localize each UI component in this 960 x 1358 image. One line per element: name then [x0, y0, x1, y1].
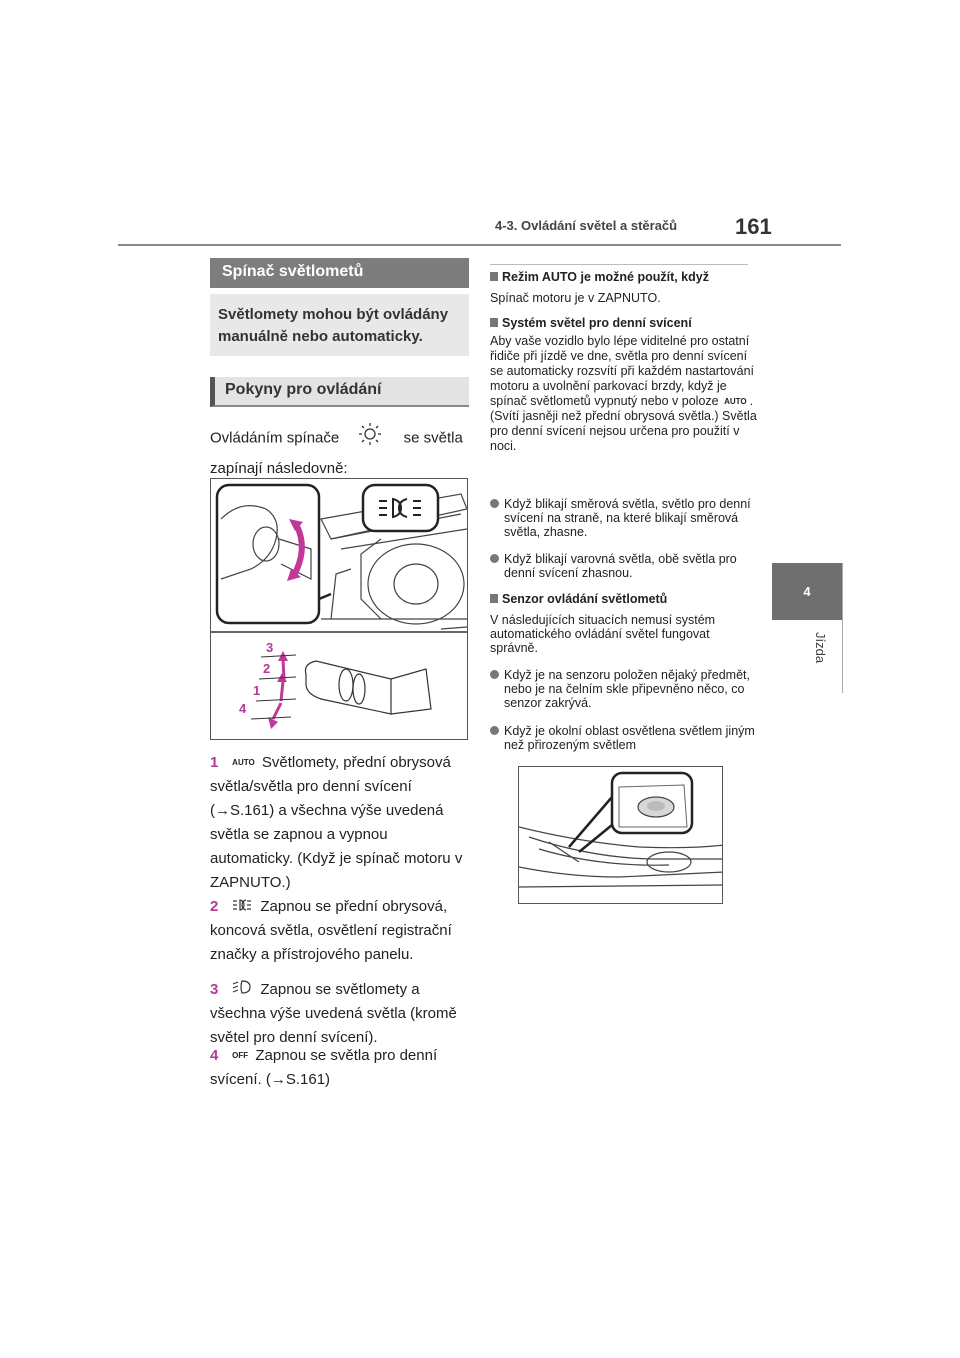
auto-mode-heading: Režim AUTO je možné použít, když	[490, 270, 758, 284]
item-text: Zapnou se světla pro denní svícení. (→S.161)	[210, 1047, 438, 1089]
chapter-tab[interactable]: 4	[772, 563, 842, 620]
list-item	[210, 978, 474, 1050]
headlights-icon	[232, 978, 252, 1002]
parking-lights-icon	[232, 895, 252, 919]
header-section-title: 4-3. Ovládání světel a stěračů	[495, 218, 678, 233]
round-bullet-icon	[490, 726, 499, 735]
item-text: Světlomety, přední obrysová světla/světla pro denní svícení (→S.161) a všechna výše uvedená světla se zapnou a vypnou automaticky. (Když je spínač motoru v ZAPNUTO.)	[210, 754, 463, 892]
auto-icon: AUTO	[232, 758, 255, 768]
figure-label-3: 3	[266, 640, 274, 655]
section-title: Spínač světlometů	[210, 258, 469, 288]
section-subtitle: Světlomety mohou být ovládány manuálně nebo automaticky.	[210, 294, 469, 356]
intro-paragraph	[210, 422, 472, 482]
figure-label-2: 2	[263, 661, 271, 676]
sensor-figure	[518, 766, 723, 904]
light-switch-icon	[355, 422, 385, 455]
intro-text-b: se světla zapínají následovně:	[210, 429, 463, 477]
right-column-rule	[490, 264, 748, 265]
light-switch-figure	[210, 478, 468, 740]
sensor-heading: Senzor ovládání světlometů	[490, 592, 758, 606]
sensor-bullet-1: Když je na senzoru položen nějaký předmět, nebo je na čelním skle připevněno něco, co senzor zakrývá.	[490, 668, 758, 710]
list-item	[210, 751, 474, 895]
item-number: 2	[210, 898, 219, 915]
header-rule	[118, 244, 841, 246]
subsection-title: Pokyny pro ovládání	[210, 377, 469, 407]
drl-bullet-1: Když blikají směrová světla, světlo pro denní svícení na straně, na které blikají směrová světla, zhasne.	[490, 497, 758, 539]
square-bullet-icon	[490, 594, 498, 603]
intro-text-a: Ovládáním spínače	[210, 429, 340, 447]
list-item	[210, 1044, 474, 1092]
figure-label-1: 1	[253, 683, 261, 698]
off-icon: OFF	[232, 1051, 249, 1061]
square-bullet-icon	[490, 272, 498, 281]
drl-heading: Systém světel pro denní svícení	[490, 316, 758, 330]
item-number: 3	[210, 981, 219, 998]
round-bullet-icon	[490, 499, 499, 508]
drl-bullet-2: Když blikají varovná světla, obě světla pro denní svícení zhasnou.	[490, 552, 758, 580]
round-bullet-icon	[490, 670, 499, 679]
drl-text: Aby vaše vozidlo bylo lépe viditelné pro ostatní řidiče při jízdě ve dne, světla pro denní svícení se automaticky rozsvítí při každém nastartování motoru a uvolnění parkovací brzdy, když je spínač světlometů vypnutý nebo v poloze AUTO . (Svítí jasněji než přední obrysová světla.) Světla pro denní svícení nejsou určena pro použití v noci.	[490, 334, 757, 454]
auto-icon: AUTO	[724, 397, 747, 407]
round-bullet-icon	[490, 554, 499, 563]
auto-mode-text: Spínač motoru je v ZAPNUTO.	[490, 291, 661, 305]
item-number: 4	[210, 1047, 219, 1064]
item-text: Zapnou se světlomety a všechna výše uvedená světla (kromě světel pro denní svícení).	[210, 981, 457, 1047]
figure-label-4: 4	[239, 701, 247, 716]
item-text: Zapnou se přední obrysová, koncová světla, osvětlení registrační značky a přístrojového panelu.	[210, 898, 452, 964]
list-item	[210, 895, 474, 967]
sensor-bullet-2: Když je okolní oblast osvětlena světlem jiným než přirozeným světlem	[490, 724, 758, 752]
item-number: 1	[210, 754, 219, 771]
page-number: 161	[735, 214, 772, 239]
square-bullet-icon	[490, 318, 498, 327]
chapter-label: Jízda	[813, 632, 828, 664]
side-divider	[842, 563, 843, 693]
sensor-text: V následujících situacích nemusí systém automatického ovládání světel fungovat správně.	[490, 613, 716, 655]
